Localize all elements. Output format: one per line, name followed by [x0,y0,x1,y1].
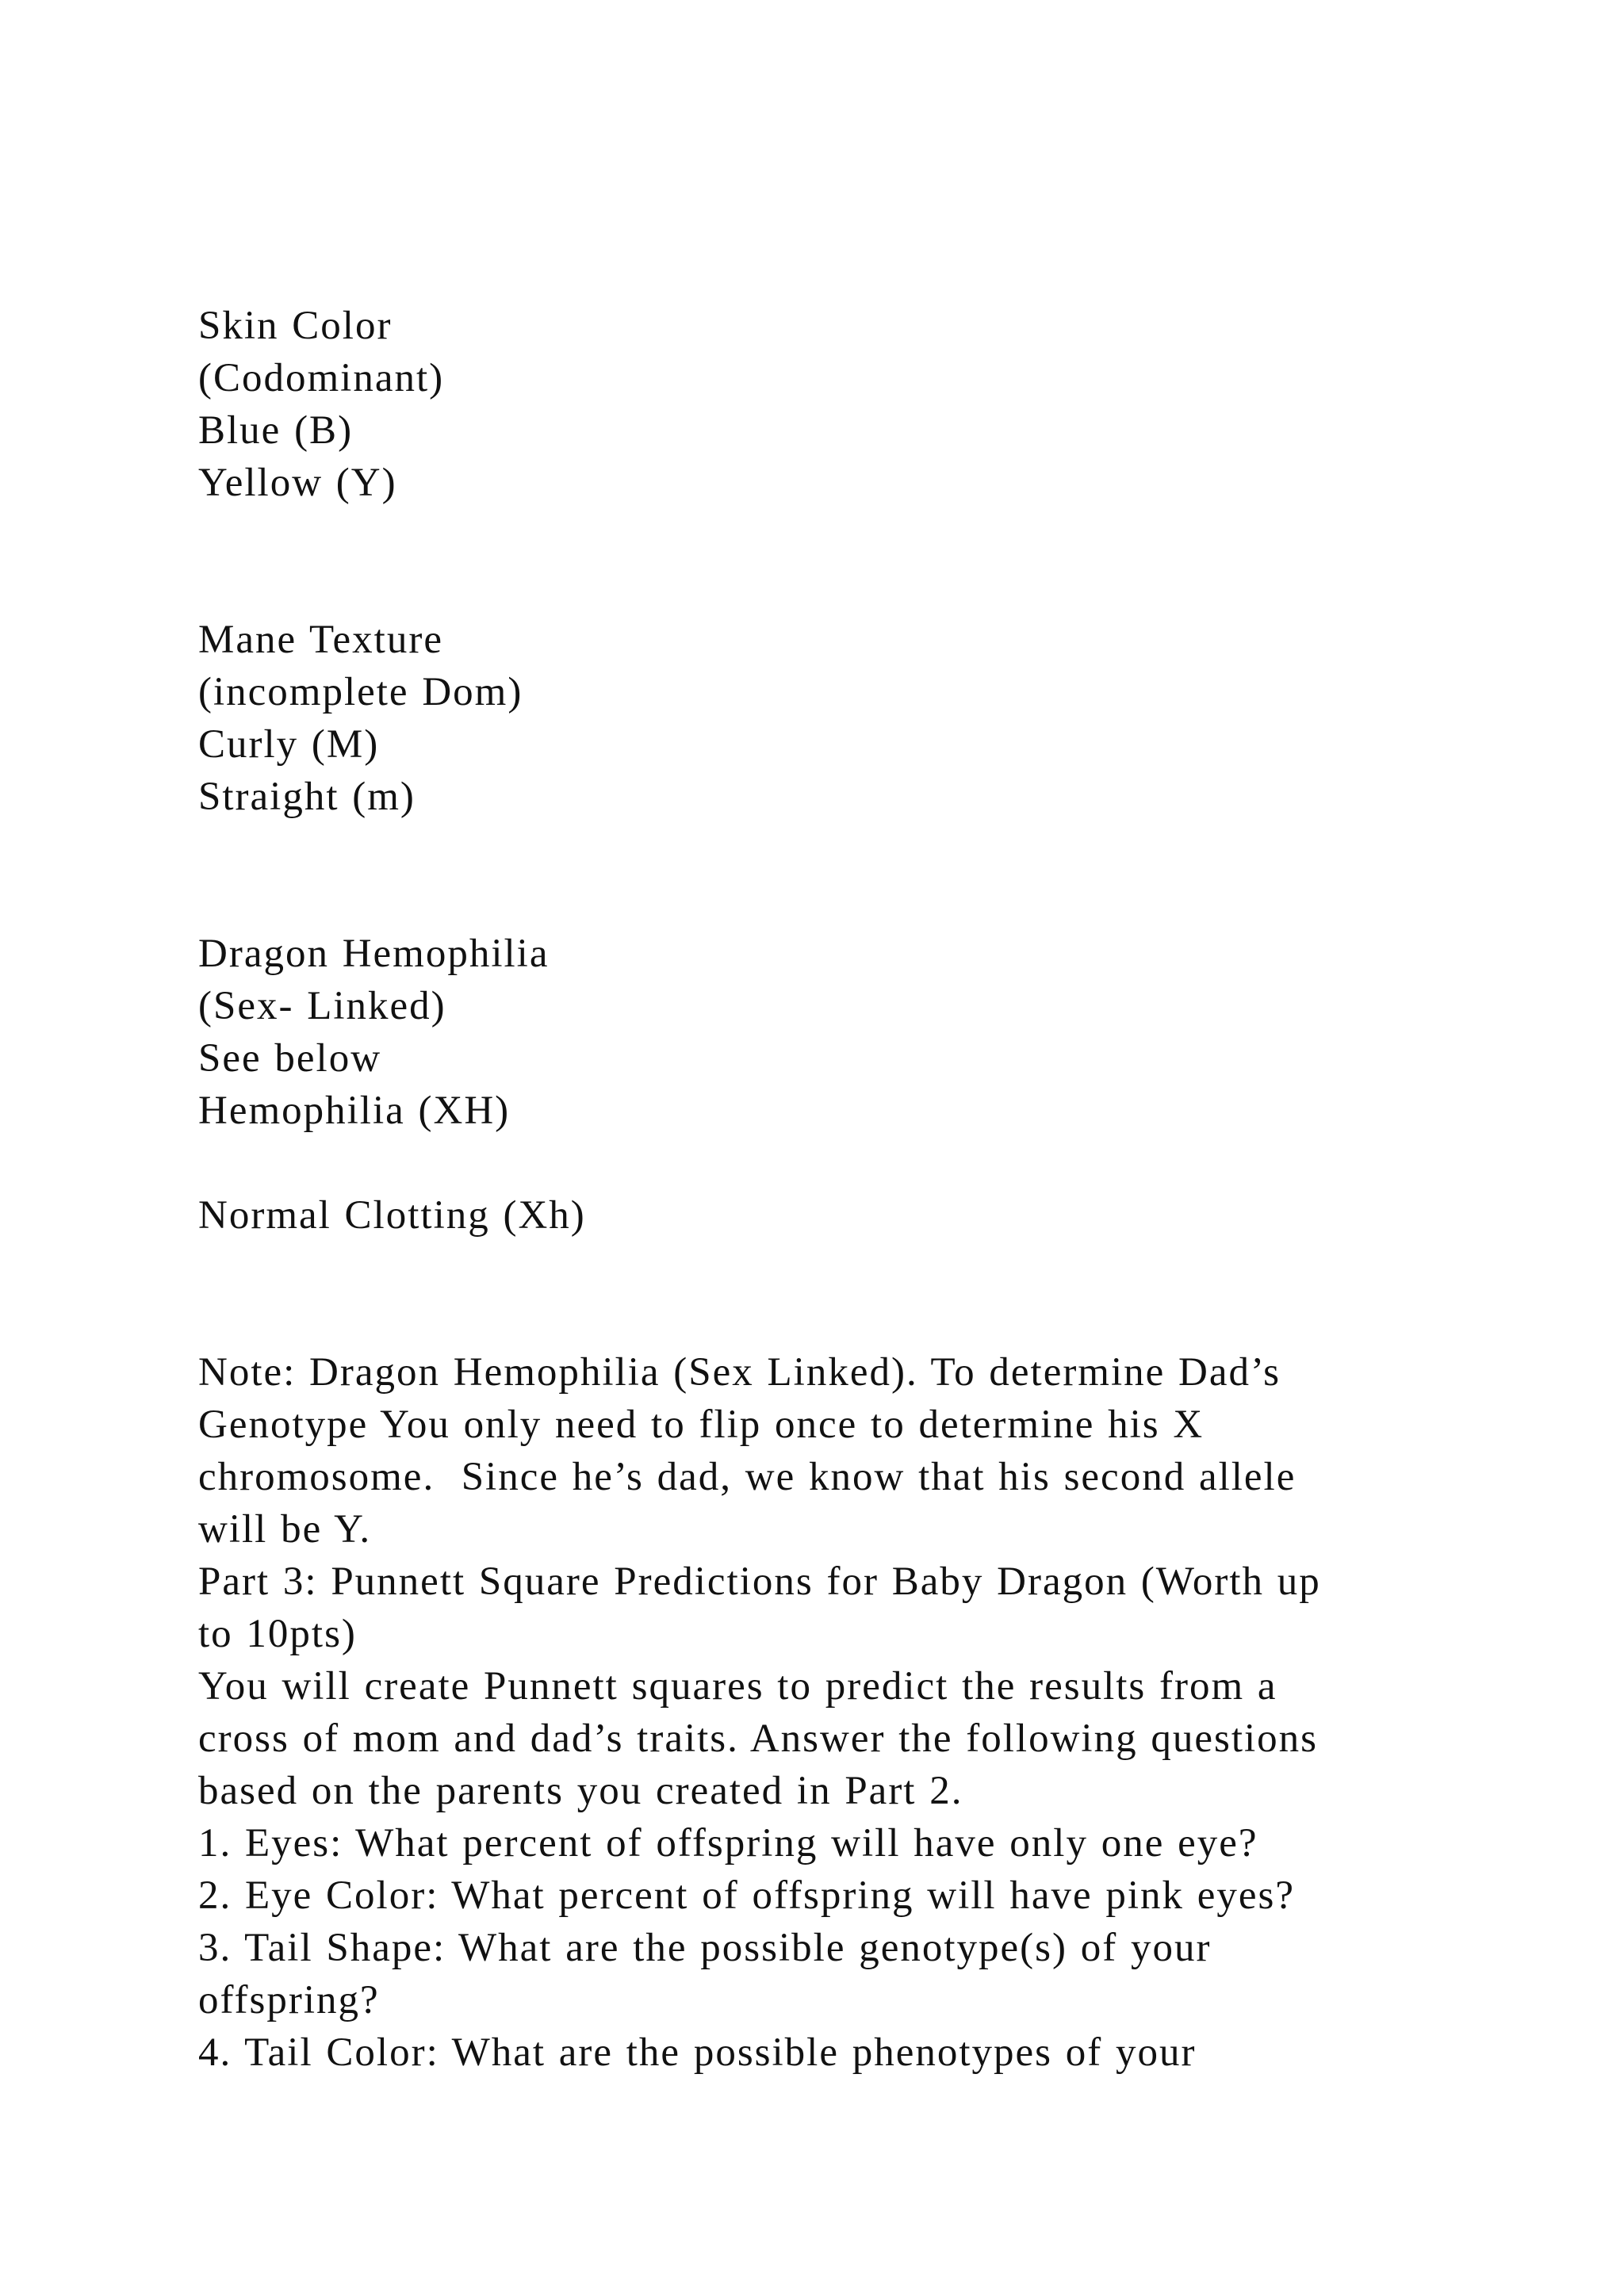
trait-inheritance-mode: (incomplete Dom) [198,670,523,714]
trait-note: See below [198,1036,382,1081]
trait-allele: Straight (m) [198,775,416,819]
spacer [198,1137,1451,1189]
trait-title: Skin Color [198,304,393,348]
spacer [198,509,1451,561]
question-item: offspring? [198,1978,380,2022]
spacer [198,1242,1451,1294]
heading-line: Part 3: Punnett Square Predictions for Baby Dragon (Worth up [198,1559,1321,1604]
part3-intro [198,1660,1451,1817]
intro-line: based on the parents you created in Part 2. [198,1769,963,1813]
intro-line: You will create Punnett squares to predict the results from a [198,1664,1277,1709]
note-paragraph [198,1346,1451,1556]
skin-color-section [198,300,1451,509]
spacer [198,875,1451,928]
part3-heading [198,1556,1451,1660]
trait-allele: Blue (B) [198,408,354,453]
note-line: chromosome. Since he’s dad, we know that his second allele [198,1455,1297,1499]
heading-line: to 10pts) [198,1612,357,1656]
question-item: 2. Eye Color: What percent of offspring will have pink eyes? [198,1873,1296,1918]
document-body [198,300,1451,2079]
trait-inheritance-mode: (Codominant) [198,356,445,400]
note-line: will be Y. [198,1507,372,1552]
note-line: Note: Dragon Hemophilia (Sex Linked). To determine Dad’s [198,1350,1281,1395]
question-item: 4. Tail Color: What are the possible phenotypes of your [198,2030,1197,2075]
intro-line: cross of mom and dad’s traits. Answer the following questions [198,1716,1319,1761]
mane-texture-section [198,614,1451,823]
question-item: 1. Eyes: What percent of offspring will have only one eye? [198,1821,1258,1866]
trait-allele: Yellow (Y) [198,461,397,505]
hemophilia-section [198,928,1451,1242]
trait-allele: Hemophilia (XH) [198,1089,511,1133]
trait-allele: Curly (M) [198,722,380,767]
spacer [198,1294,1451,1346]
question-list [198,1817,1451,2079]
trait-title: Mane Texture [198,618,443,662]
spacer [198,561,1451,614]
question-item: 3. Tail Shape: What are the possible genotype(s) of your [198,1926,1212,1970]
trait-inheritance-mode: (Sex- Linked) [198,984,446,1028]
trait-allele: Normal Clotting (Xh) [198,1193,586,1238]
spacer [198,823,1451,875]
trait-title: Dragon Hemophilia [198,932,550,976]
note-line: Genotype You only need to flip once to determine his X [198,1402,1205,1447]
